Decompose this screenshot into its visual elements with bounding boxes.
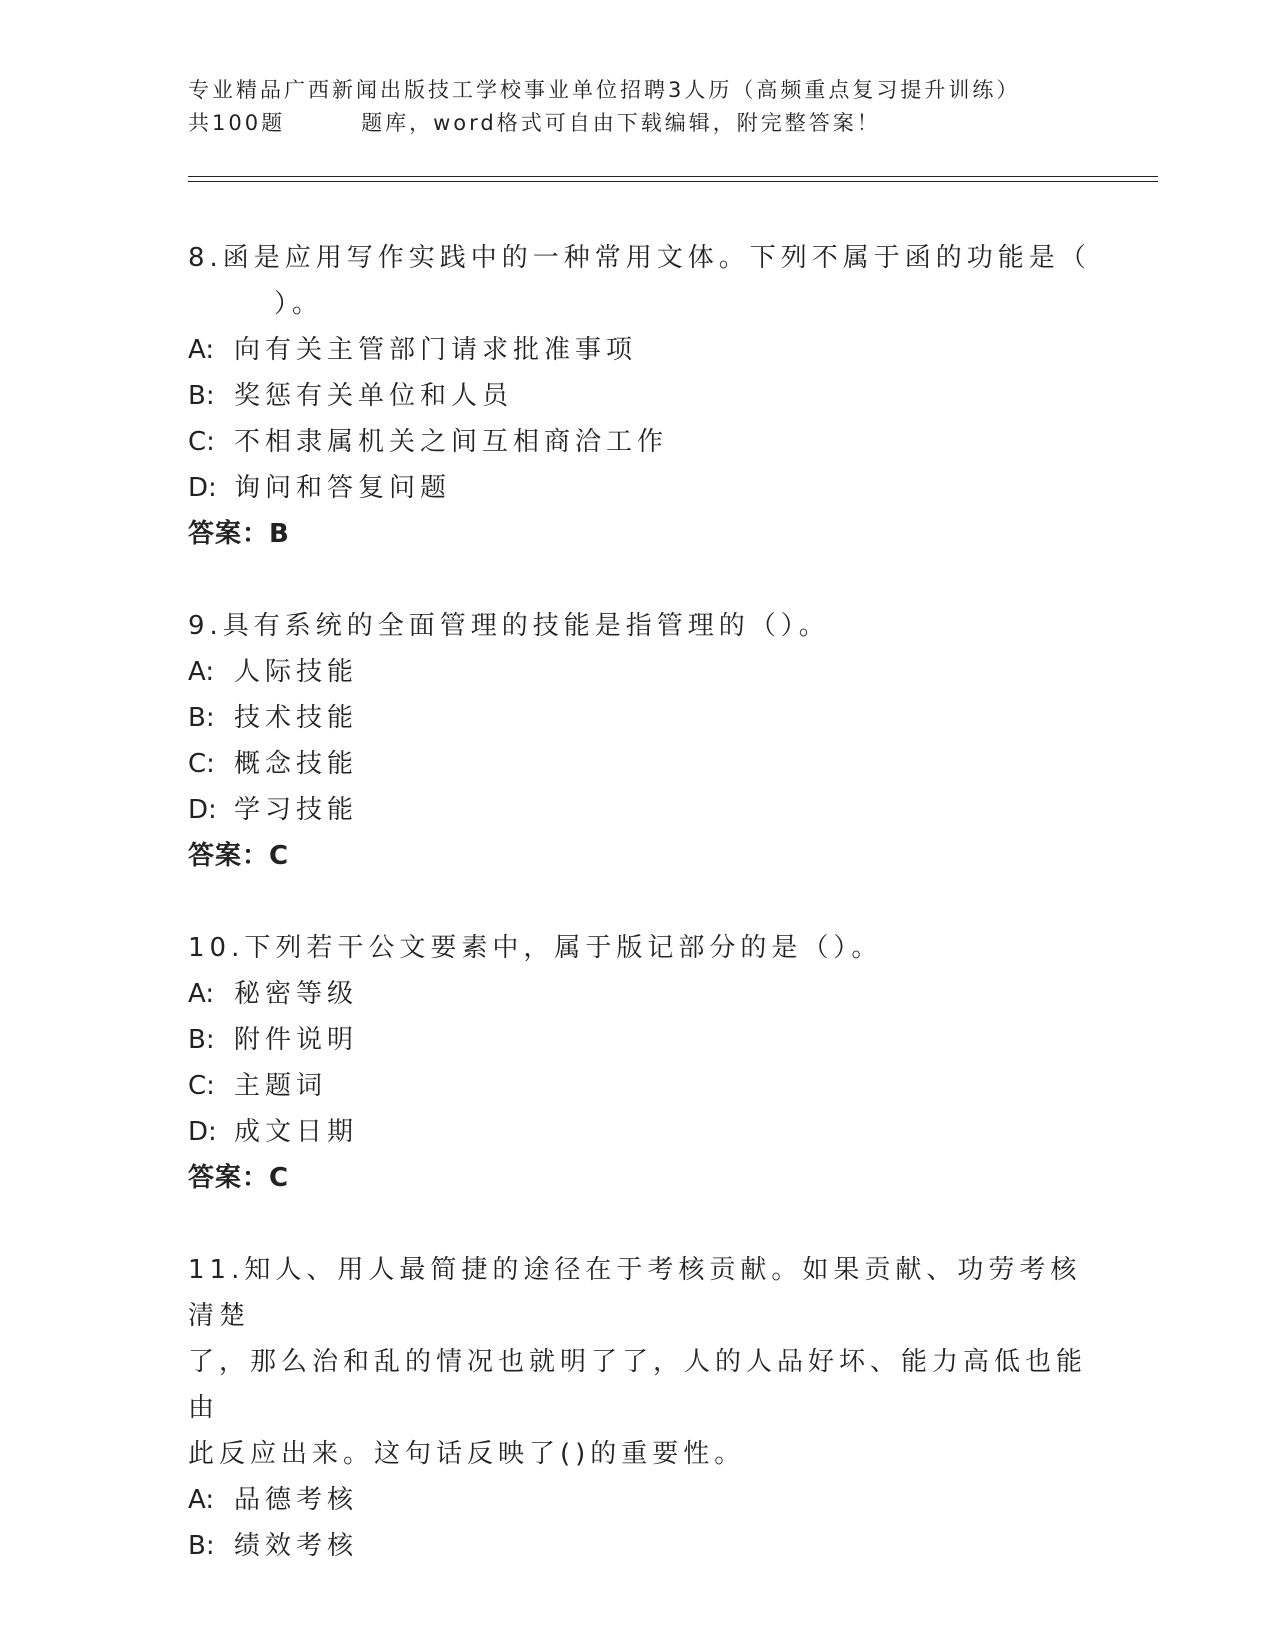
- question-10: [188, 925, 1108, 1201]
- option-key: A:: [188, 657, 215, 687]
- question-list: [188, 235, 1108, 1615]
- option-key: D:: [188, 795, 217, 825]
- option-key: B:: [188, 703, 215, 733]
- question-text-line: 了，那么治和乱的情况也就明了了，人的人品好坏、能力高低也能由: [188, 1347, 1088, 1423]
- option-key: B:: [188, 1531, 215, 1561]
- document-title: 专业精品广西新闻出版技工学校事业单位招聘3人历（高频重点复习提升训练）: [188, 78, 1021, 102]
- question-count: 共100题: [188, 111, 286, 135]
- question-text: 8.函是应用写作实践中的一种常用文体。下列不属于函的功能是（: [188, 243, 1091, 273]
- option-text: 绩效考核: [234, 1531, 359, 1561]
- option-text: 奖惩有关单位和人员: [234, 381, 514, 411]
- header-divider-bottom: [188, 181, 1158, 182]
- option-a: [188, 971, 1108, 1017]
- option-d: [188, 787, 1108, 833]
- answer: 答案：B: [188, 519, 290, 549]
- header-divider-top: [188, 176, 1158, 177]
- option-key: D:: [188, 1117, 217, 1147]
- option-text: 人际技能: [234, 657, 359, 687]
- option-text: 秘密等级: [234, 979, 359, 1009]
- option-text: 附件说明: [234, 1025, 359, 1055]
- question-text-line: 11.知人、用人最简捷的途径在于考核贡献。如果贡献、功劳考核清楚: [188, 1255, 1082, 1331]
- option-c: [188, 1063, 1108, 1109]
- option-text: 概念技能: [234, 749, 359, 779]
- question-11: [188, 1247, 1108, 1569]
- document-header: [188, 74, 1088, 140]
- option-text: 品德考核: [234, 1485, 359, 1515]
- option-key: C:: [188, 1071, 215, 1101]
- option-b: [188, 1523, 1108, 1569]
- option-b: [188, 1017, 1108, 1063]
- option-key: D:: [188, 473, 217, 503]
- option-a: [188, 1477, 1108, 1523]
- option-d: [188, 1109, 1108, 1155]
- question-9: [188, 603, 1108, 879]
- answer: 答案：C: [188, 1163, 290, 1193]
- option-key: C:: [188, 427, 215, 457]
- option-c: [188, 741, 1108, 787]
- option-text: 学习技能: [234, 795, 359, 825]
- option-c: [188, 419, 1108, 465]
- option-key: A:: [188, 335, 215, 365]
- option-a: [188, 327, 1108, 373]
- option-text: 向有关主管部门请求批准事项: [234, 335, 638, 365]
- header-note: 题库，word格式可自由下载编辑，附完整答案！: [361, 111, 881, 135]
- option-key: B:: [188, 1025, 215, 1055]
- option-b: [188, 373, 1108, 419]
- question-text-continued: ）。: [274, 289, 324, 319]
- option-key: B:: [188, 381, 215, 411]
- option-text: 主题词: [234, 1071, 328, 1101]
- question-text-line: 此反应出来。这句话反映了()的重要性。: [188, 1439, 746, 1469]
- option-key: C:: [188, 749, 215, 779]
- option-key: A:: [188, 1485, 215, 1515]
- option-text: 询问和答复问题: [234, 473, 452, 503]
- header-second-line: [188, 107, 1088, 140]
- answer: 答案：C: [188, 841, 290, 871]
- option-text: 不相隶属机关之间互相商洽工作: [234, 427, 669, 457]
- question-text: 10.下列若干公文要素中，属于版记部分的是（）。: [188, 933, 883, 963]
- question-8: [188, 235, 1108, 557]
- option-text: 技术技能: [234, 703, 359, 733]
- option-text: 成文日期: [234, 1117, 359, 1147]
- question-text: 9.具有系统的全面管理的技能是指管理的（）。: [188, 611, 830, 641]
- option-d: [188, 465, 1108, 511]
- option-a: [188, 649, 1108, 695]
- option-key: A:: [188, 979, 215, 1009]
- option-b: [188, 695, 1108, 741]
